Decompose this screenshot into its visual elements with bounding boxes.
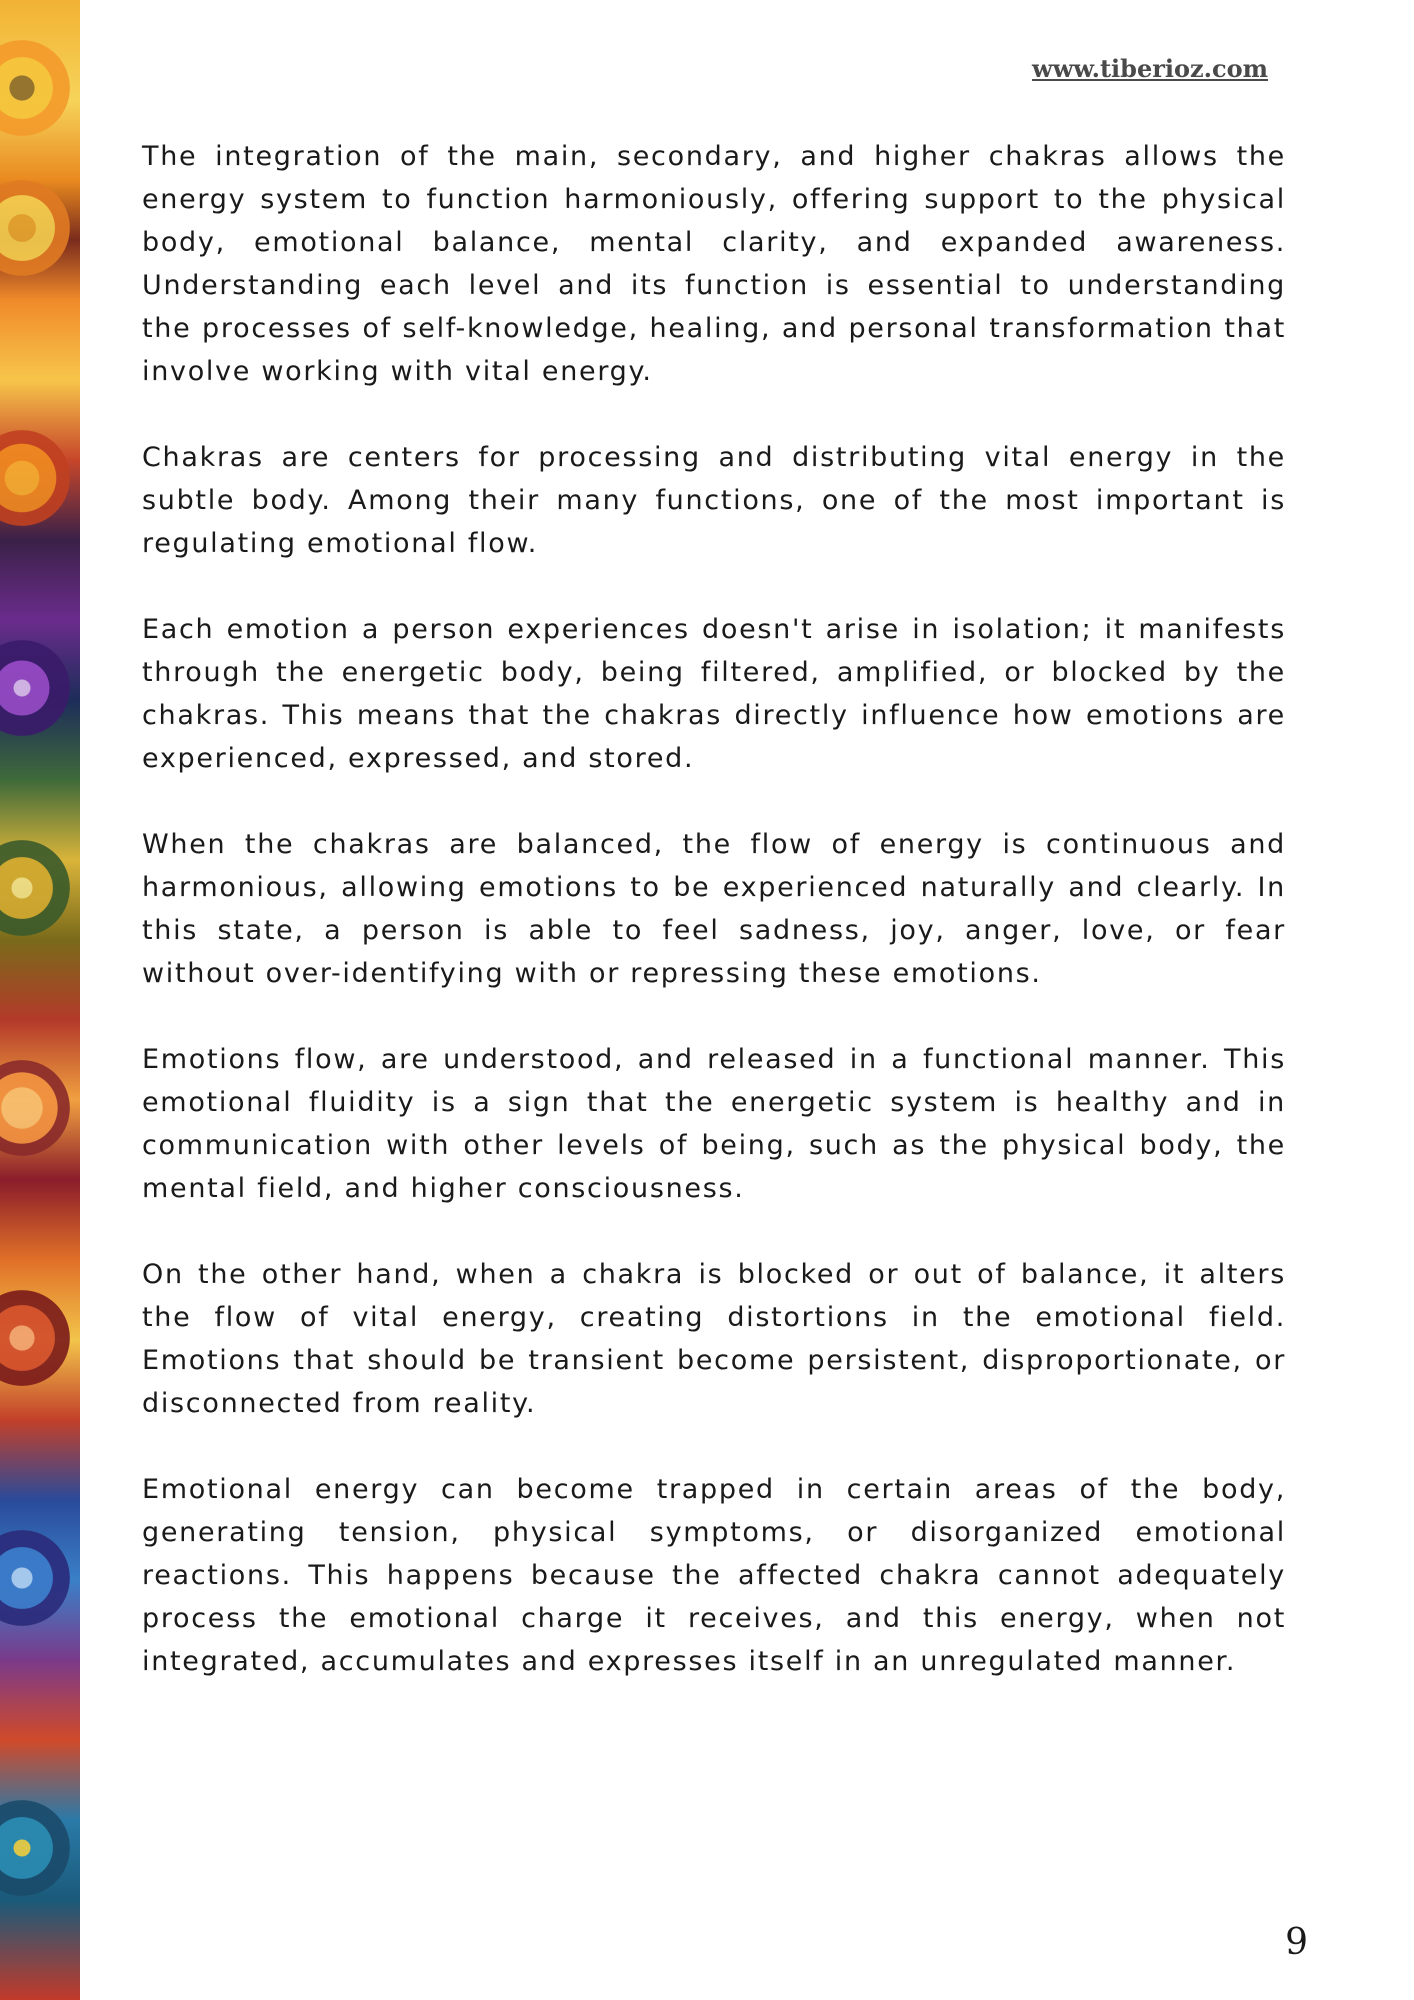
red-mandala-image (0, 1290, 70, 1386)
paragraph: On the other hand, when a chakra is blocked or out of balance, it alters the flow of vital energy, creating distortions in the emotional field. Emotions that should be transient become persistent, disproportionate, or disconnected from reality. (142, 1259, 1286, 1419)
page-number: 9 (1285, 1922, 1308, 1963)
sunflower-mandala-image (0, 40, 70, 136)
paragraph: Emotions flow, are understood, and released in a functional manner. This emotional fluidity is a sign that the energetic system is healthy and in communication with other levels of being, such as the physical body, the mental field, and higher consciousness. (142, 1044, 1286, 1204)
paragraph: The integration of the main, secondary, and higher chakras allows the energy system to function harmoniously, offering support to the physical body, emotional balance, mental clarity, and expanded awareness. Understanding each level and its function is essential to understanding the processes of self-knowledge, healing, and personal transformation that involve working with vital energy. (142, 141, 1286, 387)
paragraph: Each emotion a person experiences doesn't arise in isolation; it manifests through the energetic body, being filtered, amplified, or blocked by the chakras. This means that the chakras directly influence how emotions are experienced, expressed, and stored. (142, 614, 1286, 774)
sunflower-mandala-image (0, 180, 70, 276)
golden-web-mandala-image (0, 840, 70, 936)
body-text (142, 135, 1286, 1726)
sun-mandala-image (0, 430, 70, 526)
teal-mandala-image (0, 1800, 70, 1896)
paragraph: Chakras are centers for processing and distributing vital energy in the subtle body. Among their many functions, one of the most important is regulating emotional flow. (142, 442, 1286, 559)
paragraph: When the chakras are balanced, the flow of energy is continuous and harmonious, allowing emotions to be experienced naturally and clearly. In this state, a person is able to feel sadness, joy, anger, love, or fear without over-identifying with or repressing these emotions. (142, 829, 1286, 989)
blue-mandala-image (0, 1530, 70, 1626)
orange-orb-mandala-image (0, 1060, 70, 1156)
purple-mandala-image (0, 640, 70, 736)
decorative-chakra-strip (0, 0, 80, 2000)
website-url[interactable]: www.tiberioz.com (1032, 54, 1268, 83)
paragraph: Emotional energy can become trapped in certain areas of the body, generating tension, physical symptoms, or disorganized emotional reactions. This happens because the affected chakra cannot adequately process the emotional charge it receives, and this energy, when not integrated, accumulates and expresses itself in an unregulated manner. (142, 1474, 1286, 1677)
